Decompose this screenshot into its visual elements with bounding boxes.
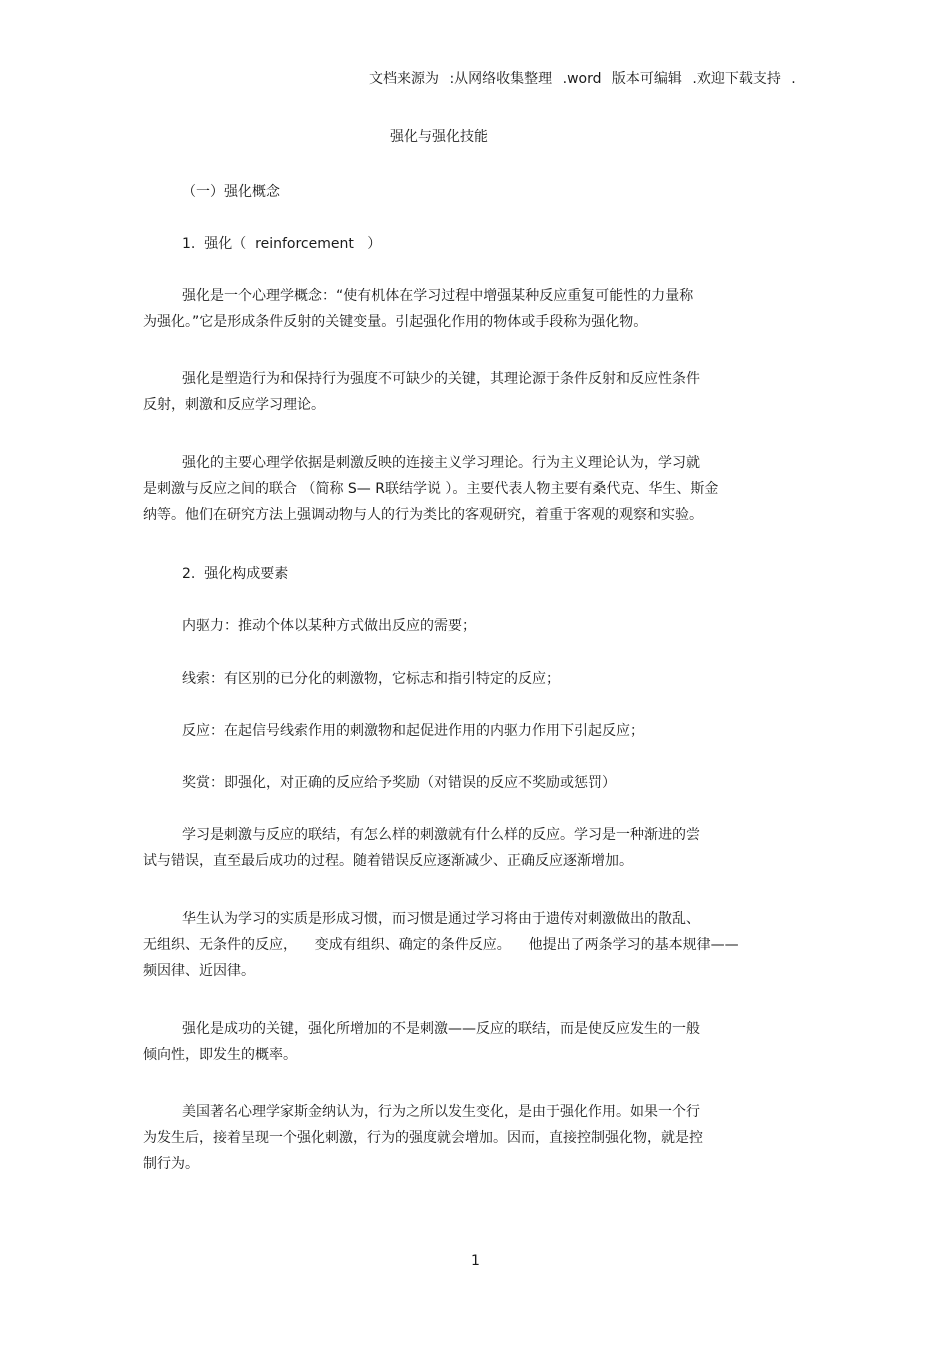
paragraph-line: 强化是塑造行为和保持行为强度不可缺少的关键，其理论源于条件反射和反应性条件 [182,371,700,387]
paragraph-line: 制行为。 [143,1156,199,1172]
paragraph-line: 为强化。”它是形成条件反射的关键变量。引起强化作用的物体或手段称为强化物。 [143,314,648,330]
paragraph-line: 频因律、近因律。 [143,963,255,979]
paragraph-success-key [143,1016,783,1068]
paragraph-line: 是刺激与反应之间的联合 （简称 S— R联结学说 ）。主要代表人物主要有桑代克、华生、斯金 [143,481,719,497]
paragraph-learning-link [143,822,783,874]
subheading-reinforcement: 1. 强化（ reinforcement ） [182,236,382,252]
page-header-note: 文档来源为 :从网络收集整理 .word 版本可编辑 .欢迎下载支持 . [369,71,796,87]
paragraph-line: 学习是刺激与反应的联结，有怎么样的刺激就有什么样的反应。学习是一种渐进的尝 [182,827,700,843]
element-response: 反应：在起信号线索作用的刺激物和起促进作用的内驱力作用下引起反应； [182,723,644,739]
paragraph-line: 反射，刺激和反应学习理论。 [143,397,325,413]
paragraph-line: 强化的主要心理学依据是刺激反映的连接主义学习理论。行为主义理论认为，学习就 [182,455,700,471]
paragraph-line: 无组织、无条件的反应， 变成有组织、确定的条件反应。 他提出了两条学习的基本规律—— [143,937,739,953]
paragraph-definition [143,283,783,335]
section-heading-concept: （一）强化概念 [182,184,280,200]
paragraph-line: 为发生后，接着呈现一个强化刺激，行为的强度就会增加。因而，直接控制强化物，就是控 [143,1130,703,1146]
paragraph-line: 强化是成功的关键，强化所增加的不是刺激——反应的联结，而是使反应发生的一般 [182,1021,700,1037]
paragraph-line: 华生认为学习的实质是形成习惯，而习惯是通过学习将由于遗传对刺激做出的散乱、 [182,911,700,927]
document-title: 强化与强化技能 [390,129,488,145]
element-drive: 内驱力：推动个体以某种方式做出反应的需要； [182,618,476,634]
element-cue: 线索：有区别的已分化的刺激物，它标志和指引特定的反应； [182,671,560,687]
page-number: 1 [471,1253,480,1269]
paragraph-skinner [143,1099,783,1177]
paragraph-line: 美国著名心理学家斯金纳认为，行为之所以发生变化，是由于强化作用。如果一个行 [182,1104,700,1120]
section-heading-elements: 2. 强化构成要素 [182,566,289,582]
paragraph-psych-basis [143,450,783,528]
paragraph-line: 纳等。他们在研究方法上强调动物与人的行为类比的客观研究，着重于客观的观察和实验。 [143,507,703,523]
paragraph-line: 倾向性，即发生的概率。 [143,1047,297,1063]
paragraph-watson [143,906,783,984]
paragraph-key-behavior [143,366,783,418]
paragraph-line: 强化是一个心理学概念：“使有机体在学习过程中增强某种反应重复可能性的力量称 [182,288,694,304]
paragraph-line: 试与错误，直至最后成功的过程。随着错误反应逐渐减少、正确反应逐渐增加。 [143,853,633,869]
element-reward: 奖赏：即强化，对正确的反应给予奖励（对错误的反应不奖励或惩罚） [182,775,616,791]
